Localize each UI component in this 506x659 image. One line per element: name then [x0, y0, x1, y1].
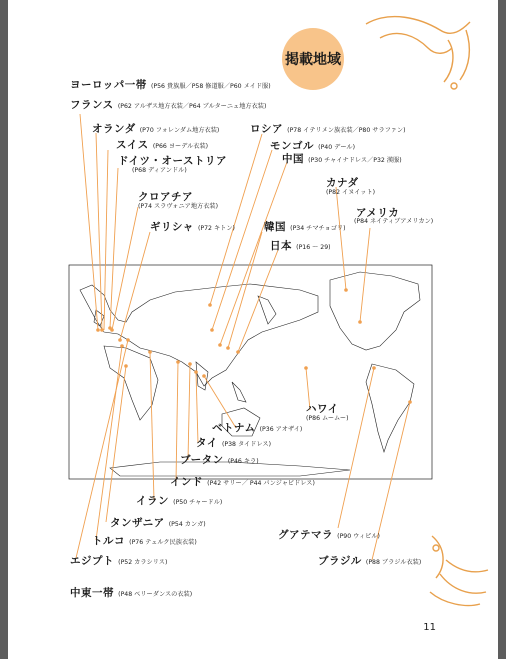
label-india: インド (P42 サリー／ P44 パンジャビドレス): [170, 476, 315, 488]
ref-croatia: (P74 スラヴォニア地方衣装): [138, 203, 219, 210]
page-number: 11: [423, 622, 436, 633]
label-korea: 韓国 (P34 チマチョゴリ): [264, 221, 346, 233]
label-greece: ギリシャ (P72 キトン): [150, 221, 235, 233]
label-brazil: ブラジル (P88 ブラジル衣装): [318, 555, 422, 567]
label-croatia: クロアチア: [138, 191, 193, 203]
label-bhutan: ブータン (P46 キラ): [180, 454, 259, 466]
label-mongol: モンゴル (P40 デール): [270, 140, 355, 152]
label-america: アメリカ: [356, 207, 400, 219]
label-germany: ドイツ・オーストリア: [118, 155, 227, 167]
ref-canada: (P82 イヌイット): [326, 189, 376, 196]
leader-lines: [76, 114, 410, 560]
label-holland: オランダ (P70 フォレンダム地方衣装): [92, 123, 220, 135]
label-hawaii: ハワイ: [306, 403, 339, 415]
label-europe: ヨーロッパ一帯 (P56 貴族服／P58 修道服／P60 メイド服): [70, 79, 271, 91]
label-mideast: 中東一帯 (P48 ベリーダンスの衣装): [70, 587, 193, 599]
label-iran: イラン (P50 チャードル): [136, 495, 223, 507]
label-egypt: エジプト (P52 カラシリス): [70, 555, 168, 567]
location-dots: [96, 288, 412, 404]
ref-hawaii: (P86 ムームー): [306, 415, 349, 422]
page-title: 掲載地域: [282, 28, 344, 90]
label-canada: カナダ: [326, 177, 359, 189]
label-swiss: スイス (P66 ヨーデル衣装): [116, 139, 209, 151]
label-thai: タイ (P38 タイドレス): [196, 437, 271, 449]
label-france: フランス (P62 アルザス地方衣装／P64 ブルターニュ地方衣装): [70, 99, 267, 111]
flourish-bottom-right-icon: [430, 536, 488, 606]
label-vietnam: ベトナム (P36 アオザイ): [212, 422, 303, 434]
label-tanzania: タンザニア (P54 カンガ): [110, 517, 206, 529]
label-china: 中国 (P30 チャイナドレス／P32 漢服): [282, 153, 402, 165]
ref-germany: (P68 ディアンドル): [132, 167, 187, 174]
ref-america: (P84 ネイティブアメリカン): [354, 218, 434, 225]
label-japan: 日本 (P16 〜 29): [270, 240, 331, 252]
label-russia: ロシア (P78 イテリメン族衣装／P80 サラファン): [250, 123, 406, 135]
label-guatemala: グアテマラ (P90 ウィピル): [278, 529, 380, 541]
label-turkey: トルコ (P76 テュルク民族衣装): [92, 535, 197, 547]
flourish-top-right-icon: [366, 17, 470, 89]
